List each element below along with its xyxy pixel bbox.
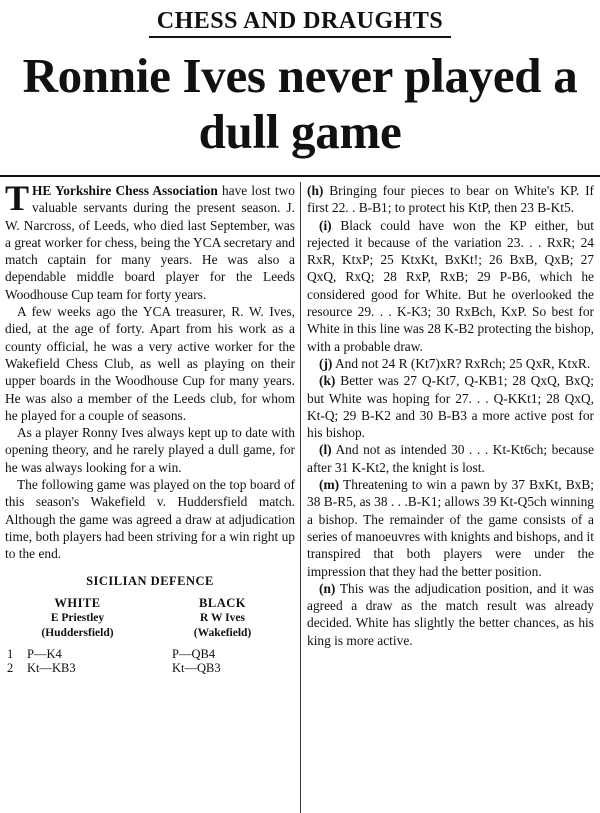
white-side-label: WHITE bbox=[54, 595, 101, 610]
paragraph-1 bbox=[5, 182, 295, 303]
move-row bbox=[5, 661, 295, 675]
note-k bbox=[307, 372, 594, 441]
white-move: Kt—KB3 bbox=[27, 660, 76, 675]
note-text: And not as intended 30 . . . Kt-Kt6ch; because after 31 K-Kt2, the knight is lost. bbox=[307, 442, 594, 475]
lead-in: HE Yorkshire Chess Association bbox=[32, 183, 218, 198]
drop-cap: T bbox=[5, 182, 30, 218]
paragraph-4: The following game was played on the top board of this season's Wakefield v. Huddersfield match. Although the game was agreed a draw at adjudication time, both players had been striving for a win right up to the end. bbox=[5, 477, 295, 562]
note-label: (h) bbox=[307, 183, 324, 198]
note-text: Bringing four pieces to bear on White's KP. If first 22. . B-B1; to protect his KtP, then 23 B-Kt5. bbox=[307, 183, 594, 216]
headline-rule bbox=[0, 175, 600, 177]
move-number: 1 bbox=[7, 646, 14, 661]
note-label: (m) bbox=[319, 477, 340, 493]
note-m bbox=[307, 476, 594, 580]
black-move: P—QB4 bbox=[172, 646, 216, 661]
black-player bbox=[150, 596, 295, 641]
left-column bbox=[5, 182, 295, 813]
move-list bbox=[5, 647, 295, 675]
section-label: CHESS AND DRAUGHTS bbox=[149, 8, 451, 38]
note-label: (j) bbox=[319, 355, 333, 371]
note-label: (k) bbox=[319, 373, 336, 389]
players-header bbox=[5, 596, 295, 641]
note-label: (l) bbox=[319, 442, 332, 458]
note-text: This was the adjudication position, and it was agreed a draw as the match result was already decided. White has slightly the better chances, as his king is more active. bbox=[307, 580, 594, 648]
move-row bbox=[5, 647, 295, 661]
note-h bbox=[307, 182, 594, 217]
right-column bbox=[307, 182, 594, 813]
paragraph-2: A few weeks ago the YCA treasurer, R. W. Ives, died, at the age of forty. Apart from his work as a county official, he was a very active worker for the Wakefield Chess Club, as well as playing on their upper boards in the Woodhouse Cup for many years. He was also a member of the Leeds club, for whom he played for a couple of seasons. bbox=[5, 304, 295, 423]
white-player bbox=[5, 596, 150, 641]
black-player-club: (Wakefield) bbox=[193, 626, 252, 639]
column-divider bbox=[300, 182, 301, 813]
note-text: Threatening to win a pawn by 37 BxKt, BxB; 38 B-R5, as 38 . . .B-K1; allows 39 Kt-Q5ch winning a bishop. The remainder of the game consists of a series of manoeuvres with knights and bishops, and it transpired that both players were under the impression that they had the better position. bbox=[307, 477, 594, 579]
white-move: P—K4 bbox=[27, 646, 62, 661]
opening-title: SICILIAN DEFENCE bbox=[86, 573, 214, 588]
white-player-name: E Priestley bbox=[50, 611, 105, 624]
note-i bbox=[307, 217, 594, 355]
paragraph-3: As a player Ronny Ives always kept up to date with opening theory, and he rarely played a dull game, for he was always looking for a win. bbox=[5, 425, 295, 475]
note-l bbox=[307, 441, 594, 476]
note-label: (i) bbox=[319, 217, 332, 233]
article-columns bbox=[0, 182, 600, 813]
section-heading bbox=[0, 8, 600, 38]
note-j bbox=[307, 355, 594, 372]
black-move: Kt—QB3 bbox=[172, 660, 221, 675]
note-label: (n) bbox=[319, 580, 336, 596]
note-text: Black could have won the KP either, but rejected it because of the variation 23. . . RxR; 24 RxR, KtxP; 25 KtxKt, BxKt!; 26 BxB, QxB; 27 QxQ, RxQ; 28 RxP, RxB; 29 P-B6, which he considered good for White. But he overlooked the resource 29. . . K-K3; 30 RxBch, KxP. So best for White in this line was 28 K-B2 protecting the bishop, with a probable draw. bbox=[307, 217, 594, 354]
white-player-club: (Huddersfield) bbox=[41, 626, 114, 639]
note-text: And not 24 R (Kt7)xR? RxRch; 25 QxR, KtxR. bbox=[332, 355, 591, 371]
headline: Ronnie Ives never played a dull game bbox=[22, 48, 578, 159]
note-n bbox=[307, 580, 594, 649]
black-side-label: BLACK bbox=[199, 595, 246, 610]
black-player-name: R W Ives bbox=[200, 611, 245, 624]
note-text: Better was 27 Q-Kt7, Q-KB1; 28 QxQ, BxQ; but White was hoping for 27. . . Q-KKt1; 28 QxQ, Kt-Q; 29 B-K2 and 30 B-B3 a more active post for his bishop. bbox=[307, 373, 594, 441]
paragraph-1-text: have lost two valuable servants during the present season. J. W. Narcross, of Leeds, who died last September, was a great worker for chess, being the YCA secretary and match captain for many years. He was also a dependable middle board player for the Leeds Woodhouse Cup team for forty years. bbox=[5, 183, 295, 302]
move-number: 2 bbox=[7, 660, 14, 675]
